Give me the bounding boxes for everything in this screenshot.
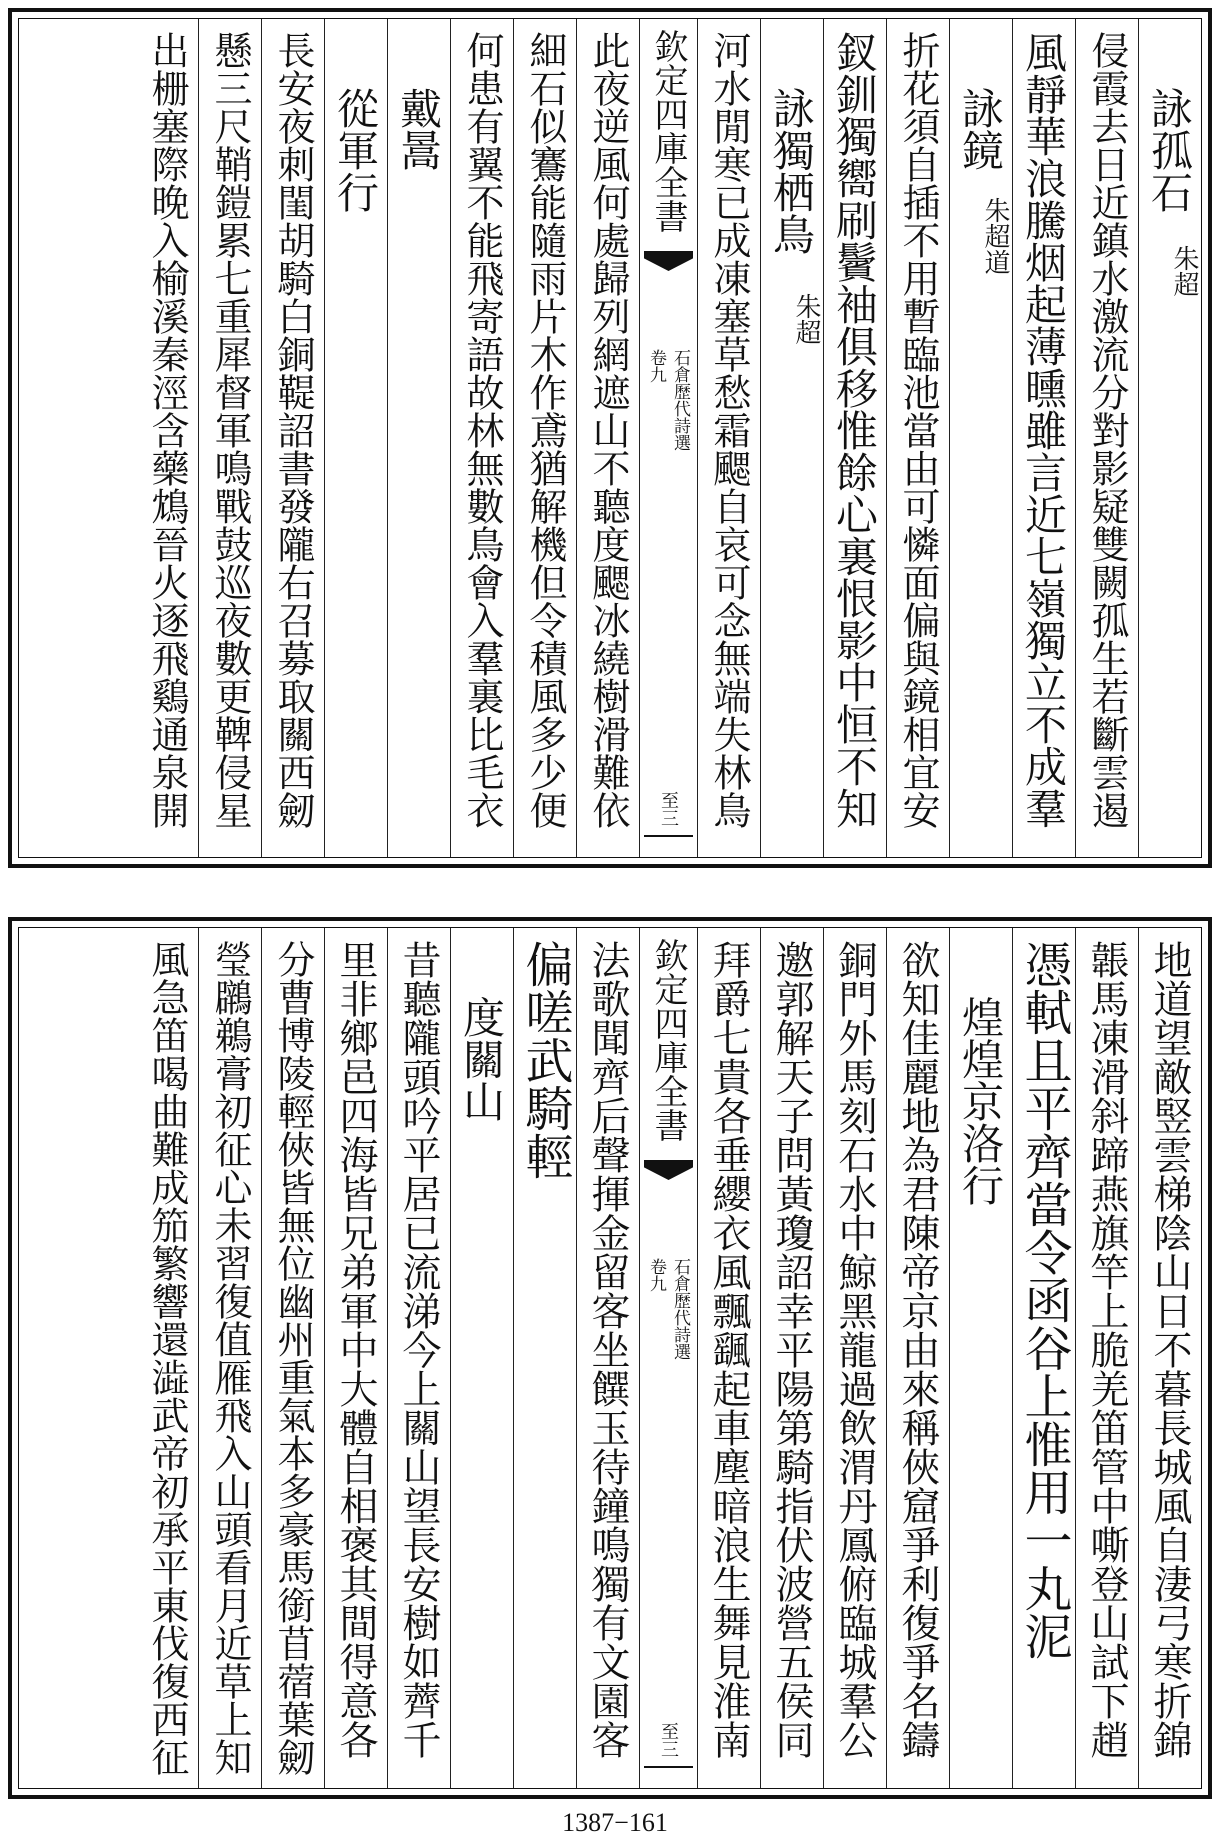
poem-title: 戴暠 (394, 87, 443, 171)
verse-column (760, 928, 823, 1788)
verse-text: 里非鄉邑四海皆兄弟軍中大體自相褒其間得意各 (333, 940, 378, 1759)
verse-text: 銅門外馬刻石水中鯨黑龍過飲渭丹鳳俯臨城羣公 (832, 940, 877, 1759)
poem-title-column (1138, 19, 1201, 857)
center-fold-column (639, 19, 697, 857)
poem-title: 煌煌京洛行 (956, 996, 1005, 1206)
verse-column (823, 19, 886, 857)
verse-text: 瑩鸊鵜膏初征心未習復值雁飛入山頭看月近草上知 (208, 940, 252, 1776)
verse-text: 地道望敵竪雲梯陰山日不暮長城風自淒弓寒折錦 (1147, 940, 1192, 1759)
verse-text: 細石似鶱能隨雨片木作鳶猶解機但令積風多少便 (523, 31, 567, 829)
verse-text: 何患有翼不能飛寄語故林無數鳥會入羣裏比毛衣 (460, 31, 504, 829)
verse-text: 憑軾且平齊當令函谷上惟用一丸泥 (1016, 940, 1072, 1660)
verse-text: 偏嗟武騎輕 (517, 940, 573, 1180)
poem-title-column (324, 19, 387, 857)
poem-title-column (760, 19, 823, 857)
center-fold-column (639, 928, 697, 1788)
poem-title: 度關山 (457, 996, 506, 1122)
verse-text: 風靜華浪騰烟起薄曛雖言近七嶺獨立不成羣 (1019, 31, 1068, 829)
verse-text: 長安夜刺閨胡騎白銅鞮詔書發隴右召募取關西劒 (271, 31, 315, 829)
verse-text: 此夜逆風何處歸列網遮山不聽度颸冰繞樹滑難依 (586, 31, 630, 829)
poem-title-column (387, 19, 450, 857)
verse-column (697, 928, 760, 1788)
verse-column (576, 19, 639, 857)
folio-number: 至三 (658, 791, 679, 827)
collection-title: 欽定四庫全書 (648, 938, 688, 1142)
verse-text: 釵釧獨嚮刷鬢袖俱移惟餘心裏恨影中恒不知 (830, 31, 879, 829)
verse-column (135, 928, 198, 1788)
verse-text: 拜爵七貴各垂纓衣風飄颻起車塵暗浪生舞見淮南 (706, 940, 751, 1759)
verse-text: 侵霞去日近鎮水激流分對影疑雙闕孤生若斷雲遏 (1085, 31, 1129, 829)
poem-author: 朱超道 (980, 197, 1010, 275)
poem-author: 朱超 (791, 293, 821, 345)
verse-column (135, 19, 198, 857)
volume-number: 卷九 (646, 1258, 666, 1292)
verse-column (886, 19, 949, 857)
fishtail-mark-icon (644, 1160, 693, 1222)
fold-bottom-rule (644, 1766, 693, 1768)
verse-column (576, 928, 639, 1788)
verse-text: 欲知佳麗地為君陳帝京由來稱俠窟爭利復爭名鑄 (895, 940, 940, 1759)
verse-text: 風急笛喝曲難成笳繁響還澁武帝初承平東伐復西征 (145, 940, 189, 1776)
verse-text: 河水閒寒已成凍塞草愁霜颸自哀可念無端失林鳥 (707, 31, 751, 829)
verse-column (513, 928, 576, 1788)
poem-title-column (949, 928, 1012, 1788)
verse-column (886, 928, 949, 1788)
poem-title-column (949, 19, 1012, 857)
verse-column (697, 19, 760, 857)
poem-author: 朱超 (1169, 245, 1199, 297)
verse-column (513, 19, 576, 857)
verse-text: 懸三尺鞘鎧累七重犀督軍鳴戰鼓巡夜數更鞞侵星 (208, 31, 252, 829)
verse-column (261, 928, 324, 1788)
poem-title: 詠孤石 (1145, 87, 1194, 213)
verse-text: 出栅塞際晚入榆溪秦涇含藥鴆晉火逐飛鷄通泉開 (145, 31, 189, 829)
volume-number: 卷九 (646, 349, 666, 383)
top-page-columns (18, 18, 1202, 858)
verse-text: 法歌聞齊后聲揮金留客坐饌玉待鐘鳴獨有文園客 (585, 940, 630, 1759)
verse-column (198, 19, 261, 857)
fishtail-mark-icon (644, 251, 693, 313)
verse-column (1138, 928, 1201, 1788)
bottom-page-columns (18, 927, 1202, 1789)
verse-text: 分曹博陵輕俠皆無位幽州重氣本多豪馬銜苜蓿葉劒 (271, 940, 315, 1776)
poem-title: 詠獨栖鳥 (767, 87, 816, 255)
verse-column (1075, 19, 1138, 857)
collection-title: 欽定四庫全書 (648, 29, 688, 233)
poem-title: 詠鏡 (956, 87, 1005, 171)
fold-bottom-rule (644, 835, 693, 837)
book-title: 石倉歷代詩選 (670, 1258, 690, 1360)
verse-column (261, 19, 324, 857)
verse-text: 折花須自插不用暫臨池當由可憐面偏與鏡相宜安 (896, 31, 940, 829)
verse-column (387, 928, 450, 1788)
bottom-page-frame (8, 917, 1212, 1799)
poem-title-column (450, 928, 513, 1788)
verse-column (1012, 19, 1075, 857)
page-code: 1387−161 (562, 1808, 668, 1837)
verse-text: 韔馬凍滑斜蹄燕旗竿上脆羌笛管中嘶登山試下趙 (1084, 940, 1129, 1759)
verse-column (324, 928, 387, 1788)
verse-column (1012, 928, 1075, 1788)
verse-column (1075, 928, 1138, 1788)
top-page-frame (8, 8, 1212, 868)
poem-title: 從軍行 (331, 87, 380, 213)
folio-number: 至三 (658, 1722, 679, 1758)
verse-column (198, 928, 261, 1788)
book-title: 石倉歷代詩選 (670, 349, 690, 451)
verse-column (823, 928, 886, 1788)
verse-column (450, 19, 513, 857)
verse-text: 昔聽隴頭吟平居已流涕今上關山望長安樹如薺千 (396, 940, 441, 1759)
verse-text: 邀郭解天子問黃瓊詔幸平陽第騎指伏波營五侯同 (769, 940, 814, 1759)
